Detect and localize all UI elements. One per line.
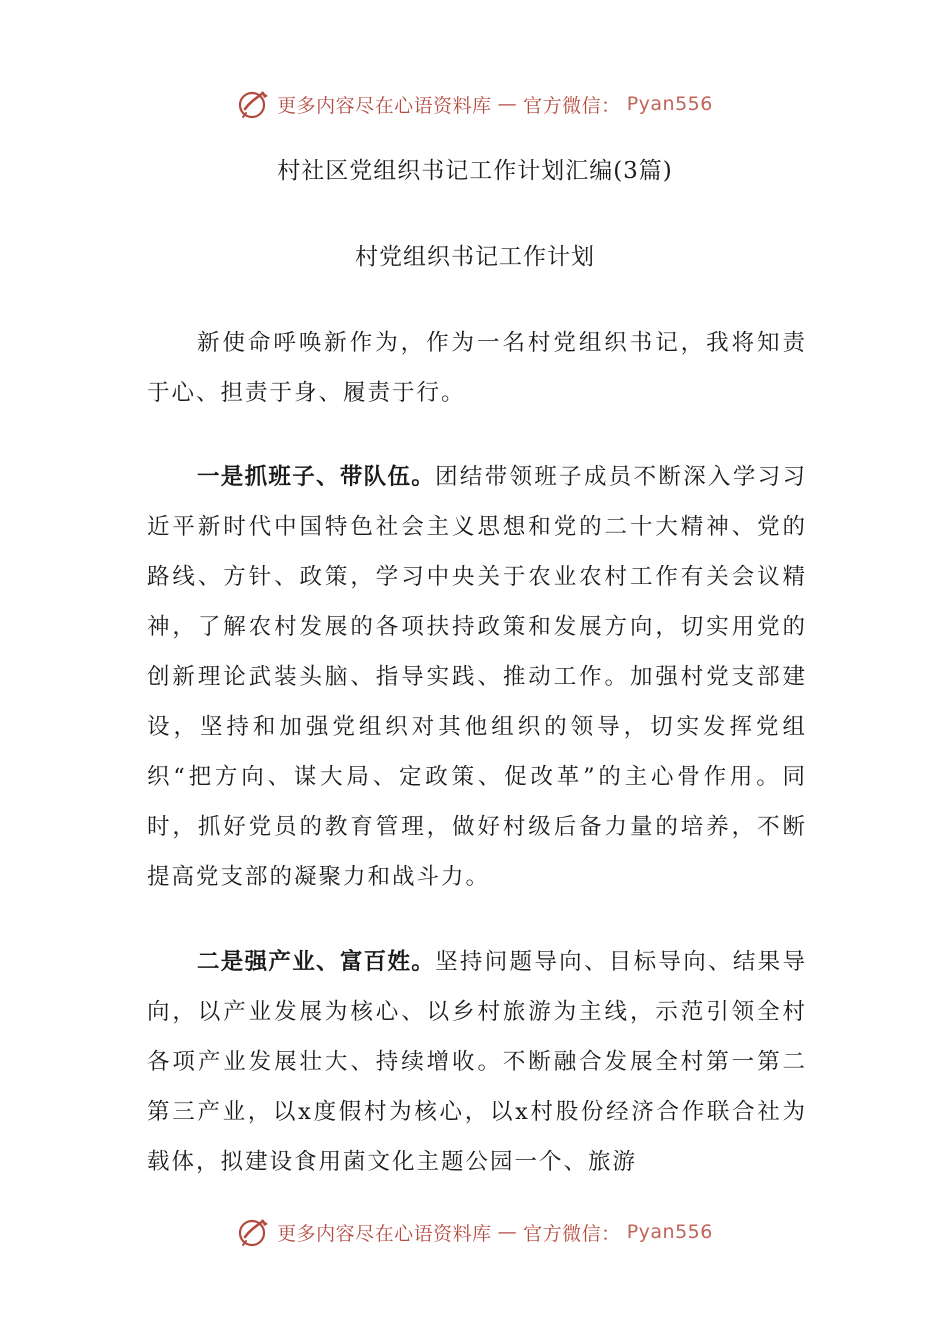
- paragraph-team: [147, 452, 807, 902]
- watermark-dash: —: [497, 1221, 518, 1243]
- paragraph-text: 新使命呼唤新作为，作为一名村党组织书记，我将知责于心、担责于身、履责于行。: [147, 330, 807, 406]
- paragraph-text: 坚持问题导向、目标导向、结果导向，以产业发展为核心、以乡村旅游为主线，示范引领全村各项产业发展壮大、持续增收。不断融合发展全村第一第二第三产业，以x度假村为核心，以x村股份经济合作联合社为载体，拟建设食用菌文化主题公园一个、旅游: [147, 949, 807, 1175]
- watermark-header: [0, 84, 950, 124]
- pen-circle-logo-icon: [237, 87, 271, 121]
- watermark-wechat-id: Pyan556: [626, 1221, 713, 1243]
- watermark-footer: [0, 1212, 950, 1252]
- watermark-wechat-label: 官方微信：: [523, 1222, 621, 1245]
- watermark-brand: 更多内容尽在心语资料库: [277, 1222, 492, 1245]
- paragraph-text: 团结带领班子成员不断深入学习习近平新时代中国特色社会主义思想和党的二十大精神、党的路线、方针、政策，学习中央关于农业农村工作有关会议精神，了解农村发展的各项扶持政策和发展方向，切实用党的创新理论武装头脑、指导实践、推动工作。加强村党支部建设，坚持和加强党组织对其他组织的领导，切实发挥党组织“把方向、谋大局、定政策、促改革”的主心骨作用。同时，抓好党员的教育管理，做好村级后备力量的培养，不断提高党支部的凝聚力和战斗力。: [147, 464, 807, 890]
- document-title: 村社区党组织书记工作计划汇编(3篇): [277, 158, 673, 184]
- paragraph-intro: [147, 318, 807, 418]
- paragraph-lead: 二是强产业、富百姓。: [197, 949, 436, 975]
- watermark-dash: —: [497, 93, 518, 115]
- paragraph-lead: 一是抓班子、带队伍。: [197, 464, 436, 490]
- pen-circle-logo-icon: [237, 1215, 271, 1249]
- document-subtitle: 村党组织书记工作计划: [355, 244, 595, 270]
- watermark-brand: 更多内容尽在心语资料库: [277, 94, 492, 117]
- watermark-wechat-label: 官方微信：: [523, 94, 621, 117]
- watermark-wechat-id: Pyan556: [626, 93, 713, 115]
- paragraph-industry: [147, 937, 807, 1187]
